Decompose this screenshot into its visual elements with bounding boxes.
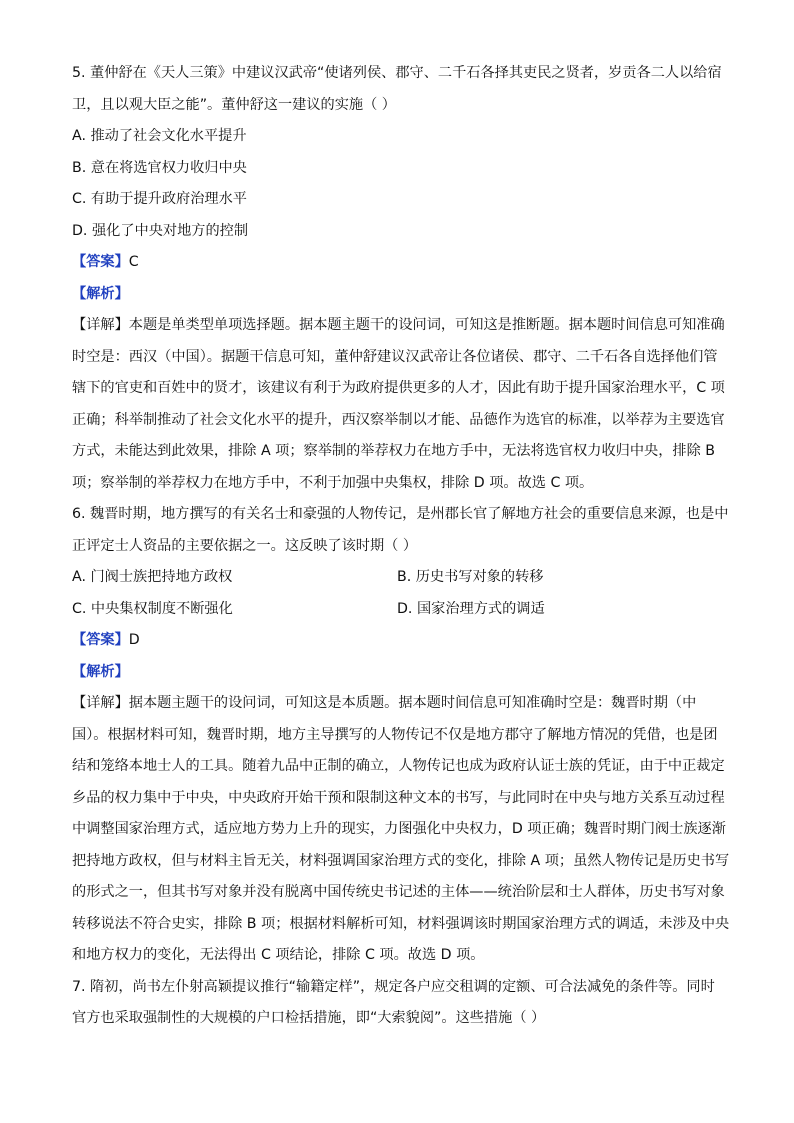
q6-detail-line-2: 国）。根据材料可知，魏晋时期，地方主导撰写的人物传记不仅是地方郡守了解地方情况的凭借，也是团 — [72, 726, 718, 743]
q6-option-d: D. 国家治理方式的调适 — [397, 600, 545, 617]
q6-analysis-label: 【解析】 — [72, 663, 129, 680]
q6-option-c: C. 中央集权制度不断强化 — [72, 600, 233, 617]
q6-analysis — [72, 657, 732, 689]
q6-option-a: A. 门阀士族把持地方政权 — [72, 569, 233, 585]
q6-detail-line-7: 的形式之一，但其书写对象并没有脱离中国传统史书记述的主体——统治阶层和士人群体，历史书写对象 — [72, 884, 725, 900]
q5-detail-line-1: 【详解】本题是单类型单项选择题。据本题主题干的设问词，可知这是推断题。据本题时间信息可知准确 — [72, 317, 725, 333]
q6-options-row-1 — [72, 562, 732, 594]
q6-detail-line-1: 【详解】据本题主题干的设问词，可知这是本质题。据本题时间信息可知准确时空是：魏晋时期（中 — [72, 695, 697, 711]
q6-answer-value: D — [128, 632, 140, 648]
q6-detail-line-4: 乡品的权力集中于中央，中央政府开始干预和限制这种文本的书写，与此同时在中央与地方关系互动过程 — [72, 789, 725, 806]
q5-stem-line-1: 5. 董仲舒在《天人三策》中建议汉武帝“使诸列侯、郡守、二千石各择其吏民之贤者，岁贡各二人以给宿 — [72, 65, 722, 81]
q5-answer-value: C — [128, 254, 139, 270]
q5-detail-line-2: 时空是：西汉（中国）。据题干信息可知，董仲舒建议汉武帝让各位诸侯、郡守、二千石各自选择他们管 — [72, 348, 718, 365]
q6-detail-line-8: 转移说法不符合史实，排除 B 项；根据材料解析可知，材料强调该时期国家治理方式的调适，未涉及中央 — [72, 915, 730, 932]
q5-stem-line-2: 卫，且以观大臣之能”。董仲舒这一建议的实施（ ） — [72, 96, 396, 113]
q5-analysis-label: 【解析】 — [72, 285, 129, 302]
q5-option-c: C. 有助于提升政府治理水平 — [72, 191, 247, 207]
q6-detail-line-3: 结和笼络本地士人的工具。随着九品中正制的确立，人物传记也成为政府认证士族的凭证，由于中正裁定 — [72, 758, 725, 774]
q5-detail-line-3: 辖下的官吏和百姓中的贤才，该建议有利于为政府提供更多的人才，因此有助于提升国家治理水平，C 项 — [72, 380, 725, 396]
q6-stem-line-1: 6. 魏晋时期，地方撰写的有关名士和豪强的人物传记，是州郡长官了解地方社会的重要信息来源，也是中 — [72, 506, 729, 522]
q5-answer — [72, 247, 732, 279]
q5-answer-label: 【答案】 — [72, 254, 129, 270]
q6-detail-line-9: 和地方权力的变化，无法得出 C 项结论，排除 C 项。故选 D 项。 — [72, 947, 485, 963]
q5-option-b: B. 意在将选官权力收归中央 — [72, 159, 247, 176]
q5-option-d: D. 强化了中央对地方的控制 — [72, 222, 249, 239]
q6-options-row-2 — [72, 594, 732, 626]
q5-analysis — [72, 279, 732, 311]
q6-detail-line-5: 中调整国家治理方式，适应地方势力上升的现实，力图强化中央权力，D 项正确；魏晋时期门阀士族逐渐 — [72, 821, 726, 837]
q5-detail-line-5: 方式，未能达到此效果，排除 A 项；察举制的举荐权力在地方手中，无法将选官权力收归中央，排除 B — [72, 443, 716, 459]
q6-stem-line-2: 正评定士人资品的主要依据之一。这反映了该时期（ ） — [72, 537, 418, 554]
q5-option-a: A. 推动了社会文化水平提升 — [72, 128, 247, 144]
q6-detail-line-6: 把持地方政权，但与材料主旨无关，材料强调国家治理方式的变化，排除 A 项；虽然人物传记是历史书写 — [72, 852, 730, 869]
q7-stem-line-1: 7. 隋初，尚书左仆射高颖提议推行“输籍定样”，规定各户应交租调的定额、可合法减免的条件等。同时 — [72, 978, 715, 995]
q6-option-b: B. 历史书写对象的转移 — [397, 569, 544, 585]
q6-answer-label: 【答案】 — [72, 632, 129, 648]
q5-detail-line-6: 项；察举制的举荐权力在地方手中，不利于加强中央集权，排除 D 项。故选 C 项。 — [72, 474, 594, 491]
q6-answer — [72, 625, 732, 657]
document-page — [72, 58, 732, 1035]
q5-detail-line-4: 正确；科举制推动了社会文化水平的提升，西汉察举制以才能、品德作为选官的标准，以举荐为主要选官 — [72, 411, 725, 428]
q7-stem-line-2: 官方也采取强制性的大规模的户口检括措施，即“大索貌阅”。这些措施（ ） — [72, 1010, 546, 1026]
